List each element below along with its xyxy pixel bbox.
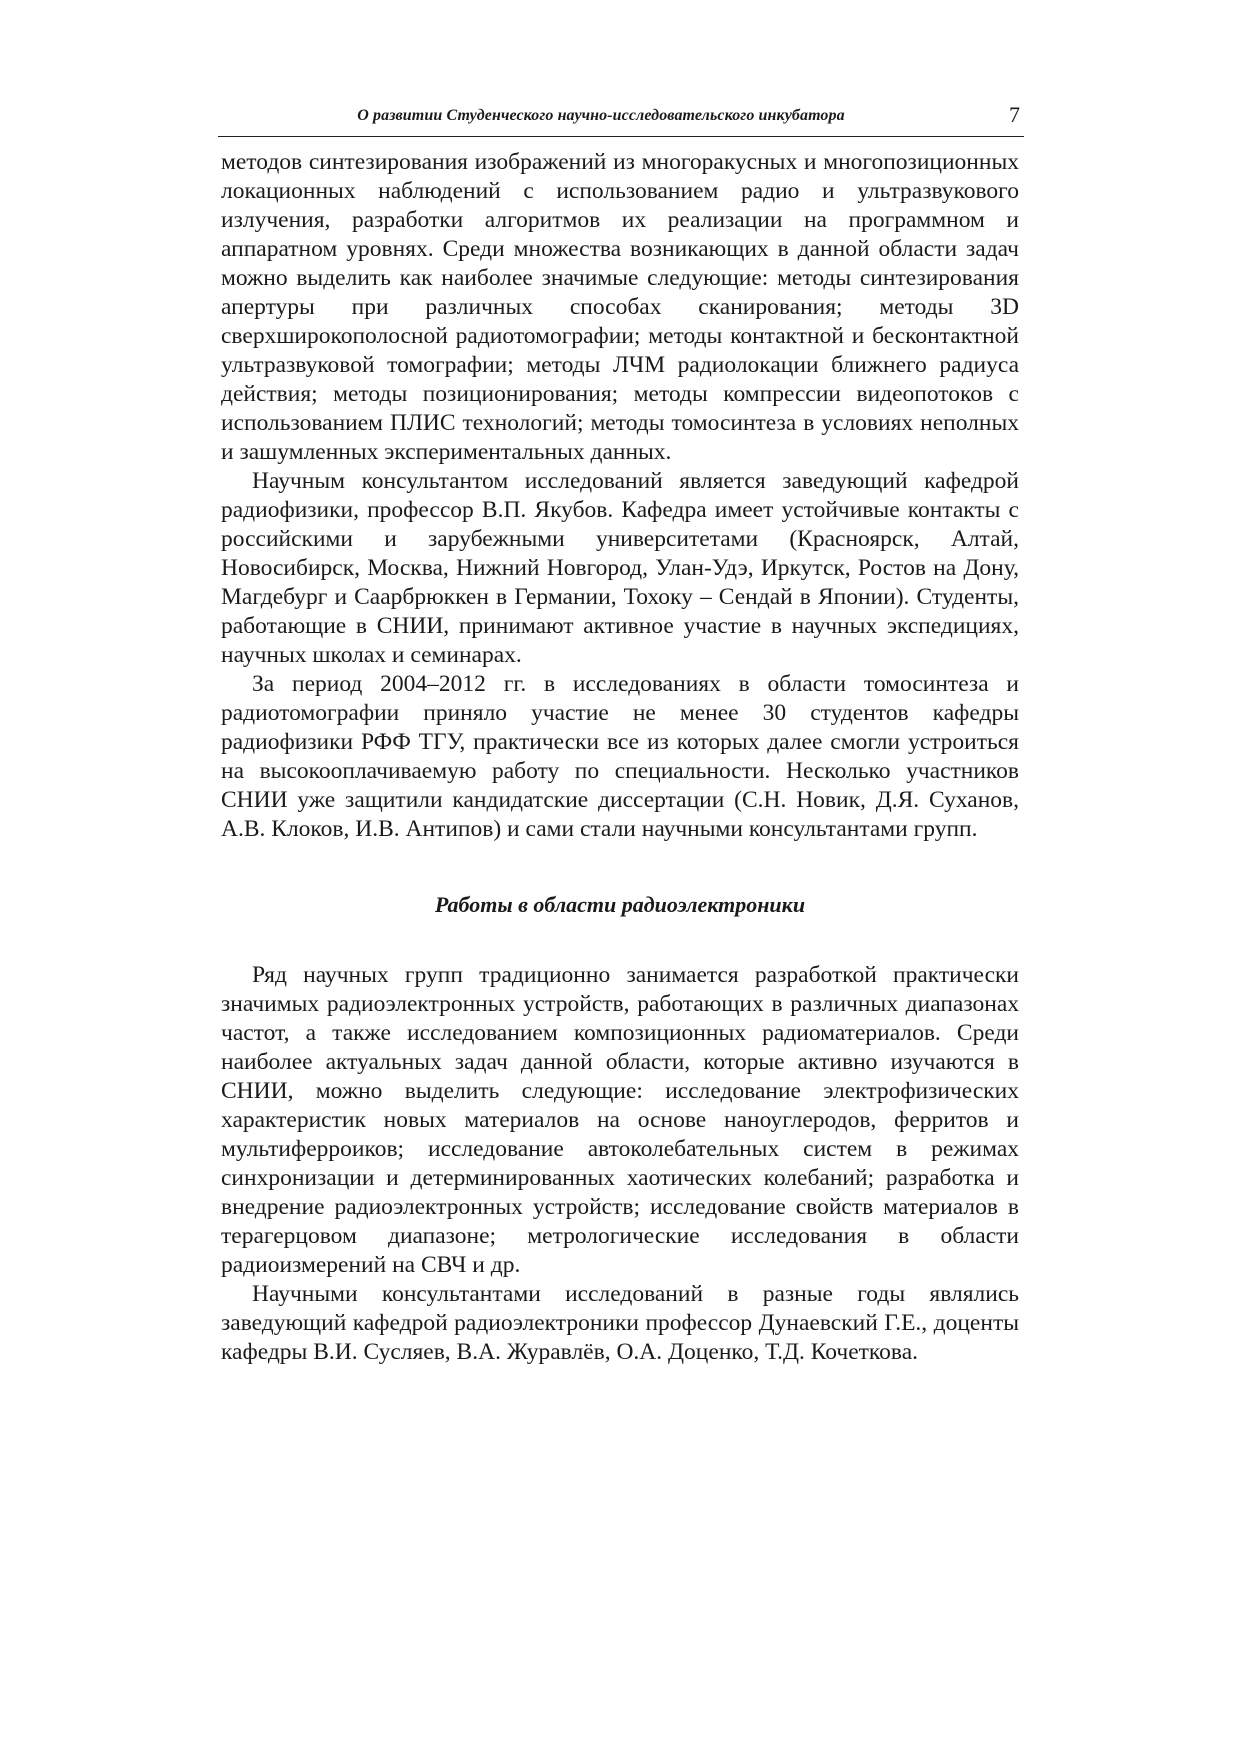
section-body xyxy=(221,961,1019,1367)
paragraph: За период 2004–2012 гг. в исследованиях в области томосинтеза и радиотомографии приняло участие не менее 30 студентов кафедры радиофизики РФФ ТГУ, практически все из которых далее смогли устроиться на высокооплачиваемую работу по специальности. Несколько участников СНИИ уже защитили кандидатские диссертации (С.Н. Новик, Д.Я. Суханов, А.В. Клоков, И.В. Антипов) и сами стали научными консультантами групп. xyxy=(221,671,1019,842)
section-heading: Работы в области радиоэлектроники xyxy=(434,892,806,917)
body-text xyxy=(221,148,1019,1367)
running-header xyxy=(218,104,1024,137)
paragraph: Ряд научных групп традиционно занимается разработкой практически значимых радиоэлектронных устройств, работающих в различных диапазонах частот, а также исследованием композиционных радиоматериалов. Среди наиболее актуальных задач данной области, которые активно изучаются в СНИИ, можно выделить следующие: исследование электрофизических характеристик новых материалов на основе наноуглеродов, ферритов и мультиферроиков; исследование автоколебательных систем в режимах синхронизации и детерминированных хаотических колебаний; разработка и внедрение радиоэлектронных устройств; исследование свойств материалов в терагерцовом диапазоне; метрологические исследования в области радиоизмерений на СВЧ и др. xyxy=(221,962,1019,1278)
paragraph: методов синтезирования изображений из многоракусных и многопозиционных локационных наблюдений с использованием радио и ультразвукового излучения, разработки алгоритмов их реализации на программном и аппаратном уровнях. Среди множества возникающих в данной области задач можно выделить как наиболее значимые следующие: методы синтезирования апертуры при различных способах сканирования; методы 3D сверхширокополосной радиотомографии; методы контактной и бесконтактной ультразвуковой томографии; методы ЛЧМ радиолокации ближнего радиуса действия; методы позиционирования; методы компрессии видеопотоков с использованием ПЛИС технологий; методы томосинтеза в условиях неполных и зашумленных экспериментальных данных. xyxy=(221,149,1019,465)
running-title: О развитии Студенческого научно-исследовательского инкубатора xyxy=(357,107,845,124)
page-number: 7 xyxy=(1009,102,1020,127)
paragraph: Научным консультантом исследований является заведующий кафедрой радиофизики, профессор В.П. Якубов. Кафедра имеет устойчивые контакты с российскими и зарубежными университетами (Красноярск, Алтай, Новосибирск, Москва, Нижний Новгород, Улан-Удэ, Иркутск, Ростов на Дону, Магдебург и Саарбрюккен в Германии, Тохоку – Сендай в Японии). Студенты, работающие в СНИИ, принимают активное участие в научных экспедициях, научных школах и семинарах. xyxy=(221,468,1019,668)
paragraph: Научными консультантами исследований в разные годы являлись заведующий кафедрой радиоэлектроники профессор Дунаевский Г.Е., доценты кафедры В.И. Сусляев, В.А. Журавлёв, О.А. Доценко, Т.Д. Кочеткова. xyxy=(221,1281,1019,1365)
